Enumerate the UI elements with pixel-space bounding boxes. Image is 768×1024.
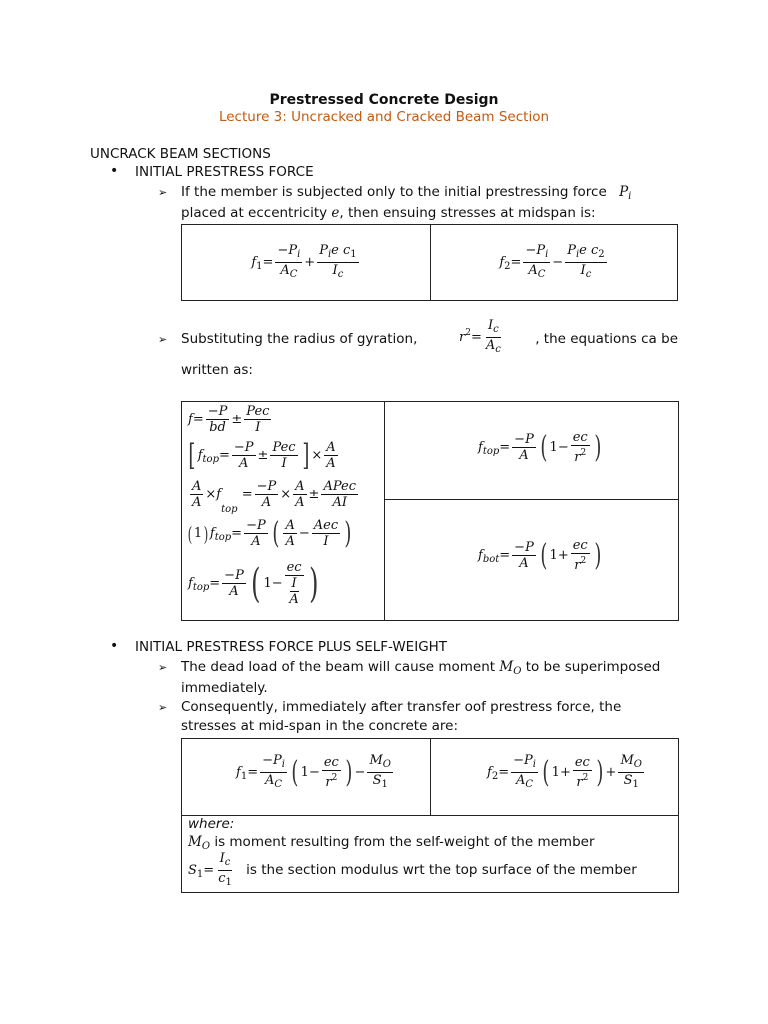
table-divider-h bbox=[385, 499, 678, 500]
arrow-item-1-line2 bbox=[181, 205, 596, 221]
arrow-item-3 bbox=[181, 659, 660, 677]
bullet-icon: • bbox=[110, 638, 119, 654]
derivation-table bbox=[181, 401, 679, 621]
eq-f1-selfweight: $f_1=$ $\frac{-P_i}{A_C}$ ( 1− $\frac{ec}{r^2}$ ) − $\frac{M_O}{S_1}$ bbox=[236, 753, 391, 790]
where-line-1-text: is moment resulting from the self-weight of the member bbox=[214, 834, 595, 850]
page-title: Prestressed Concrete Design bbox=[269, 92, 499, 108]
symbol-m: M bbox=[499, 659, 514, 675]
eq-f1-cell bbox=[182, 225, 431, 301]
bullet-initial-prestress: INITIAL PRESTRESS FORCE bbox=[135, 164, 314, 180]
arrow-bullet-icon: ➢ bbox=[158, 701, 168, 714]
symbol-o: O bbox=[513, 666, 522, 677]
section-heading: UNCRACK BEAM SECTIONS bbox=[90, 146, 271, 162]
symbol-pi bbox=[619, 184, 631, 200]
eq-fbot: $f_{bot}=$ $\frac{-P}{A}$ ( 1+ $\frac{ec}{r^2}$ ) bbox=[478, 537, 602, 573]
eq-f2-selfweight: $f_2=$ $\frac{-P_i}{A_C}$ ( 1+ $\frac{ec}{r^2}$ ) + $\frac{M_O}{S_1}$ bbox=[487, 753, 642, 790]
arrow-item-1 bbox=[181, 184, 631, 202]
arrow-bullet-icon: ➢ bbox=[158, 661, 168, 674]
eq-f2-cell bbox=[431, 225, 678, 301]
deriv-line-4: ( 1) $f_{top}=$ $\frac{-P}{A}$ ( $\frac{A}{A}$ − $\frac{\text{Aec}}{I}$ ) bbox=[187, 515, 352, 551]
page-subtitle: Lecture 3: Uncracked and Cracked Beam Section bbox=[218, 109, 550, 125]
bullet-self-weight: INITIAL PRESTRESS FORCE PLUS SELF-WEIGHT bbox=[135, 639, 448, 655]
table-divider-h bbox=[182, 815, 678, 816]
arrow-item-2-b: , the equations ca be bbox=[535, 331, 678, 347]
table-divider-v bbox=[430, 739, 431, 815]
where-line-1: $M_O$ is moment resulting from the self-weight of the member bbox=[188, 834, 595, 852]
deriv-line-5: $f_{top}=$ $\frac{-P}{A}$ ( 1− $\frac{ec}{\frac{I}{A}}$ ) bbox=[188, 560, 319, 607]
stress-table-2 bbox=[181, 738, 679, 893]
arrow-bullet-icon: ➢ bbox=[158, 333, 168, 346]
symbol-e: e bbox=[331, 205, 340, 221]
table-divider-v bbox=[384, 402, 385, 620]
arrow-item-4-line2: stresses at mid-span in the concrete are: bbox=[181, 718, 459, 734]
where-line-2-text: is the section modulus wrt the top surface of the member bbox=[246, 862, 637, 878]
bullet-icon: • bbox=[110, 163, 119, 179]
text-superimposed: to be superimposed bbox=[525, 659, 661, 675]
symbol-p: P bbox=[619, 184, 629, 200]
arrow-item-3-line2: immediately. bbox=[181, 680, 268, 696]
text-dead-load: The dead load of the beam will cause moment bbox=[181, 659, 496, 675]
deriv-line-2: [ $f_{top}=$ $\frac{-P}{A}$ ± $\frac{\text{Pec}}{I}$ ] × $\frac{A}{A}$ bbox=[188, 437, 336, 473]
deriv-line-1: f= $\frac{-P}{bd}$ ± $\frac{\text{Pec}}{I}$ bbox=[188, 404, 270, 435]
eq-f1: $f_1=$ $\frac{-P_i}{A_C}$ + $\frac{P_ie c_1}{I_c}$ bbox=[251, 243, 357, 280]
arrow-item-2-line2: written as: bbox=[181, 362, 253, 378]
deriv-line-3: $\frac{A}{A}$ $\times f_{top}$ = $\frac{-P}{A}$ × $\frac{A}{A}$ ± $\frac{\text{APec}}{AI}$ bbox=[192, 479, 356, 515]
arrow-item-4: Consequently, immediately after transfer oof prestress force, the bbox=[181, 699, 622, 715]
arrow-item-1-text: If the member is subjected only to the initial prestressing force bbox=[181, 184, 607, 200]
eq-ftop: $f_{top}=$ $\frac{-P}{A}$ ( 1− $\frac{ec}{r^2}$ ) bbox=[478, 429, 602, 465]
where-label: where: bbox=[188, 816, 235, 832]
symbol-mo bbox=[499, 659, 521, 675]
arrow-item-2-a: Substituting the radius of gyration, bbox=[181, 331, 418, 347]
where-line-2: $S_1=$ $\frac{I_c}{c_1}$ is the section modulus wrt the top surface of the member bbox=[188, 851, 637, 888]
eq-f2: $f_2=$ $\frac{-P_i}{A_C}$ − $\frac{P_ie c_2}{I_c}$ bbox=[499, 243, 605, 280]
eq-radius-gyration: $r^2=$ $\frac{I_c}{A_c}$ bbox=[459, 318, 501, 355]
arrow-bullet-icon: ➢ bbox=[158, 186, 168, 199]
text-eccentricity: placed at eccentricity bbox=[181, 205, 328, 221]
stress-table-1 bbox=[181, 224, 678, 301]
text-stresses: , then ensuing stresses at midspan is: bbox=[339, 205, 596, 221]
symbol-i: i bbox=[628, 191, 632, 202]
